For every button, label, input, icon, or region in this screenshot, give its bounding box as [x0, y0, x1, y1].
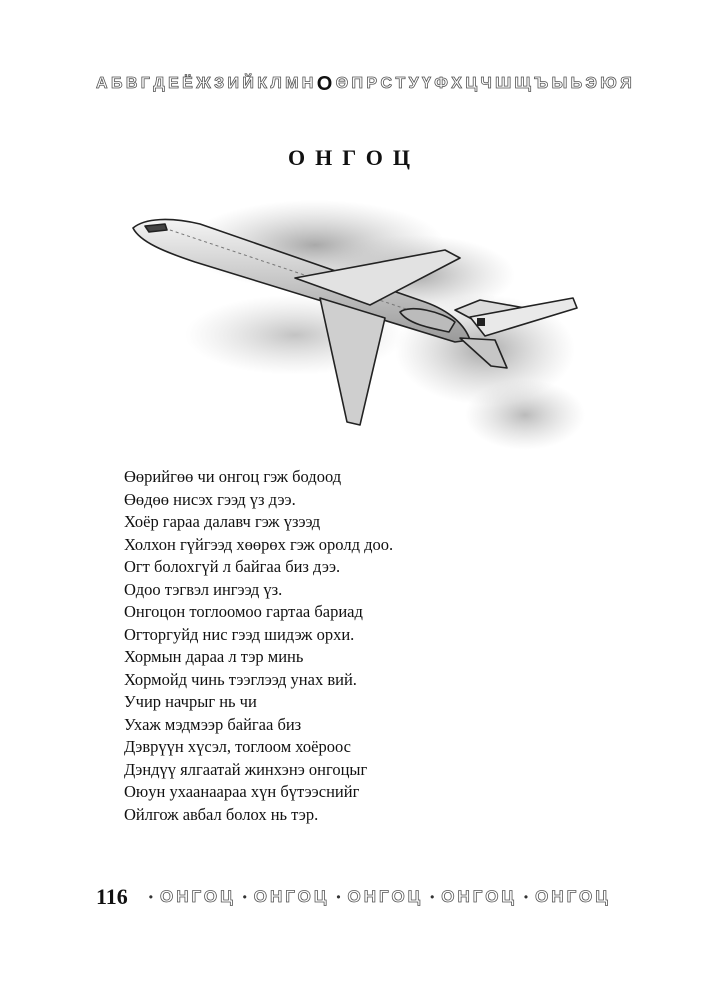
alphabet-letter: Ф — [434, 75, 448, 92]
poem-line: Холхон гүйгээд хөөрөх гэж оролд доо. — [124, 534, 394, 554]
poem-line: Өөдөө нисэх гээд үз дээ. — [124, 489, 296, 509]
alphabet-letter: М — [285, 75, 299, 92]
alphabet-letter: Л — [270, 75, 282, 92]
page-title: ОНГОЦ — [288, 145, 420, 170]
running-head-word: ОНГОЦ — [347, 887, 424, 906]
alphabet-letter: О — [316, 73, 333, 95]
running-head — [142, 887, 611, 907]
alphabet-letter: Х — [451, 75, 462, 92]
alphabet-letter: У — [408, 75, 419, 92]
cloud-shading — [185, 200, 585, 450]
alphabet-letter: Я — [620, 75, 632, 92]
poem-line: Хормойд чинь тээглээд унах вий. — [124, 669, 357, 689]
bullet-separator: • — [523, 890, 529, 904]
poem-line: Ухаж мэдмээр байгаа биз — [124, 714, 302, 734]
alphabet-letter: Г — [140, 75, 150, 92]
alphabet-letter: Ю — [600, 75, 617, 92]
alphabet-letter: Ь — [570, 75, 583, 92]
bullet-separator: • — [336, 890, 341, 904]
alphabet-letter: Ж — [196, 75, 211, 92]
running-head-word: ОНГОЦ — [441, 887, 517, 906]
running-head-word: ОНГОЦ — [253, 887, 330, 906]
alphabet-letter: Ө — [335, 75, 349, 92]
alphabet-header — [96, 74, 632, 94]
alphabet-letter: И — [227, 75, 239, 92]
alphabet-letter: Ц — [465, 75, 478, 92]
alphabet-letter: К — [257, 75, 268, 92]
alphabet-letter: Н — [301, 75, 314, 92]
alphabet-letter: Е — [168, 75, 179, 92]
alphabet-letter: Д — [153, 75, 165, 92]
alphabet-letter: Щ — [514, 75, 531, 92]
alphabet-letter: Р — [366, 75, 378, 92]
alphabet-letter: Ш — [495, 75, 512, 92]
poem-line: Оюун ухаанаараа хүн бүтээснийг — [124, 782, 360, 801]
alphabet-letter: Ъ — [534, 75, 549, 92]
page-footer — [96, 884, 632, 910]
page-number: 116 — [96, 884, 128, 909]
poem-line: Онгоцон тоглоомоо гартаа бариад — [124, 602, 363, 621]
poem-line: Хоёр гараа далавч гэж үзээд — [124, 512, 321, 531]
bullet-separator: • — [430, 890, 435, 904]
poem-line: Учир начрыг нь чи — [124, 692, 257, 711]
bullet-separator: • — [242, 890, 247, 904]
alphabet-letter: А — [96, 75, 108, 92]
poem-line: Дэврүүн хүсэл, тоглоом хоёроос — [124, 737, 351, 756]
poem-line: Дэндүү ялгаатай жинхэнэ онгоцыг — [124, 759, 368, 779]
airplane-illustration — [125, 200, 585, 460]
alphabet-letter: Й — [242, 75, 254, 92]
poem-line: Хормын дараа л тэр минь — [124, 647, 304, 666]
poem — [124, 466, 393, 826]
alphabet-letter: П — [351, 75, 364, 92]
running-head-word: ОНГОЦ — [160, 887, 236, 906]
poem-line: Ойлгож авбал болох нь тэр. — [124, 804, 319, 824]
alphabet-letter: Э — [585, 75, 597, 92]
bullet-separator: • — [148, 890, 153, 904]
alphabet-letter: Ы — [551, 75, 568, 92]
alphabet-letter: Ү — [421, 75, 431, 92]
alphabet-letter: С — [380, 75, 393, 92]
poem-line: Огторгуйд нис гээд шидэж орхи. — [124, 624, 355, 644]
poem-line: Огт болохгүй л байгаа биз дээ. — [124, 557, 341, 576]
alphabet-letter: Б — [110, 75, 123, 92]
poem-line: Одоо тэгвэл ингээд үз. — [124, 579, 283, 599]
alphabet-letter: З — [214, 75, 225, 92]
poem-line: Өөрийгөө чи онгоц гэж бодоод — [124, 467, 342, 486]
alphabet-letter: Ё — [182, 75, 193, 92]
alphabet-letter: Ч — [480, 75, 492, 92]
running-head-word: ОНГОЦ — [535, 887, 611, 906]
alphabet-letter: В — [125, 75, 138, 92]
alphabet-letter: Т — [395, 75, 406, 92]
